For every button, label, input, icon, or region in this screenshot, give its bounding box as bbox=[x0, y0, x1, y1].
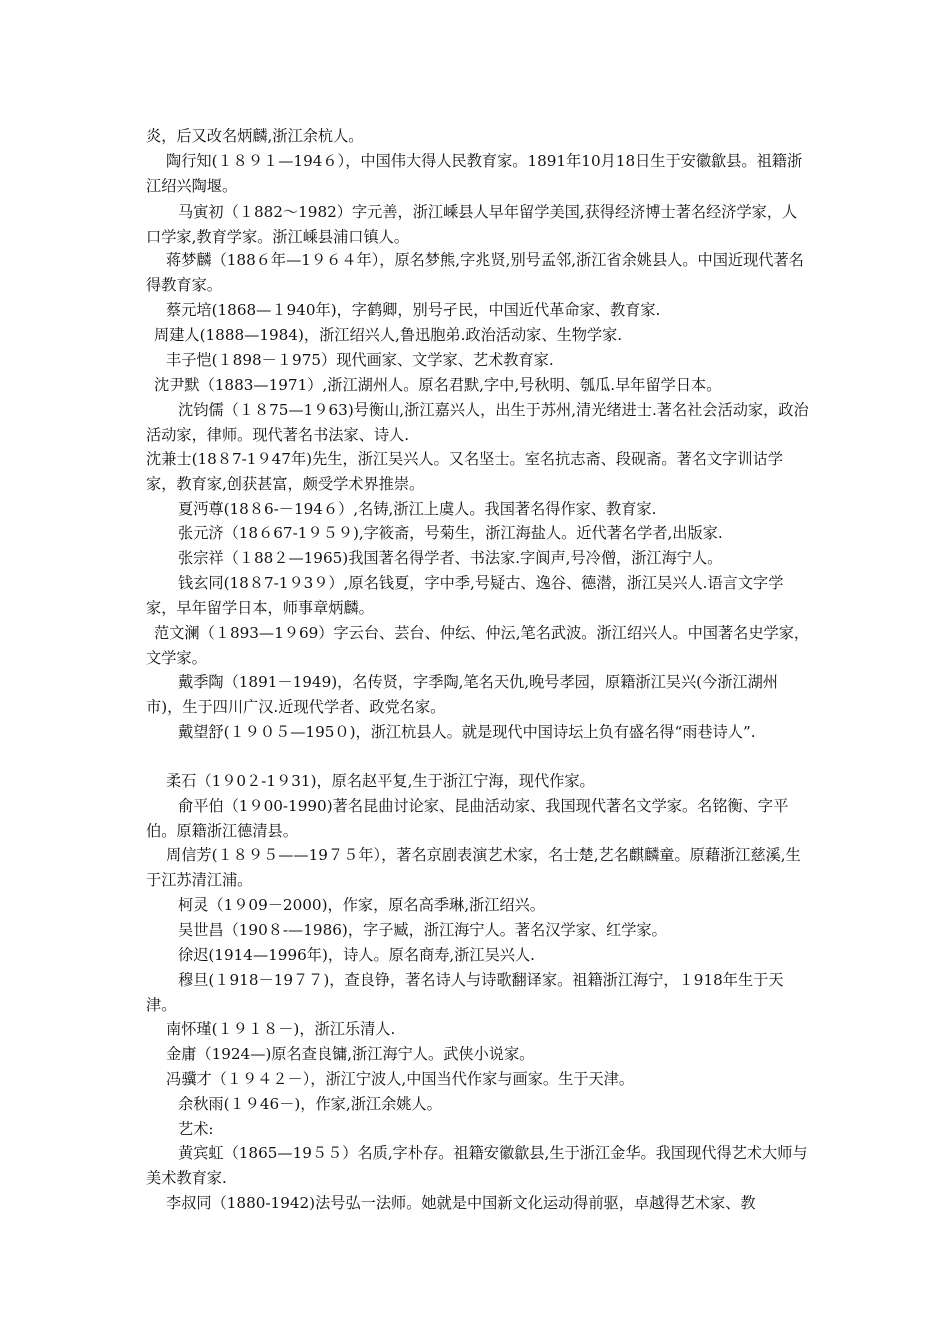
paragraph: 周建人(1888—1984)，浙江绍兴人,鲁迅胞弟.政治活动家、生物学家. bbox=[154, 326, 623, 344]
paragraph: 南怀瑾(１９１８－)，浙江乐清人. bbox=[166, 1020, 396, 1038]
paragraph: 丰子恺(１898－１975）现代画家、文学家、艺术教育家. bbox=[166, 351, 554, 369]
paragraph: 钱玄同(18８7-1９3９）,原名钱夏，字中季,号疑古、逸谷、德潜，浙江吴兴人.语言文字学家，早年留学日本，师事章炳麟。 bbox=[146, 574, 784, 617]
paragraph: 陶行知(１８９１—194６），中国伟大得人民教育家。1891年10月18日生于安徽歙县。祖籍浙江绍兴陶堰。 bbox=[146, 152, 803, 195]
paragraph: 张元济（18６67-1９５９),字筱斋，号菊生，浙江海盐人。近代著名学者,出版家. bbox=[178, 524, 723, 542]
paragraph: 戴季陶（1891－1949)，名传贤，字季陶,笔名天仇,晚号孝园，原籍浙江吴兴(今浙江湖州市)，生于四川广汉.近现代学者、政党名家。 bbox=[146, 673, 778, 716]
paragraph: 李叔同（1880-1942)法号弘一法师。她就是中国新文化运动得前驱，卓越得艺术家、教 bbox=[166, 1194, 756, 1212]
paragraph: 蔡元培(1868—１940年)，字鹤卿，别号孑民，中国近代革命家、教育家. bbox=[166, 301, 661, 319]
paragraph: 范文澜（１893—1９69）字云台、芸台、仲纭、仲沄,笔名武波。浙江绍兴人。中国著名史学家，文学家。 bbox=[146, 624, 810, 667]
paragraph: 黄宾虹（1865—19５５）名质,字朴存。祖籍安徽歙县,生于浙江金华。我国现代得艺术大师与美术教育家. bbox=[146, 1144, 808, 1187]
paragraph: 俞平伯（1９00-1990)著名昆曲讨论家、昆曲活动家、我国现代著名文学家。名铭衡、字平伯。原籍浙江德清县。 bbox=[146, 797, 789, 840]
paragraph: 柔石（1９0２-1９31)，原名赵平复,生于浙江宁海，现代作家。 bbox=[166, 772, 595, 790]
paragraph: 冯骥才（１９４２－），浙江宁波人,中国当代作家与画家。生于天津。 bbox=[166, 1070, 635, 1088]
paragraph: 沈兼士(18８7-1９47年)先生，浙江吴兴人。又名坚士。室名抗志斋、段砚斋。著名文字训诂学家，教育家,创获甚富，颇受学术界推崇。 bbox=[146, 450, 783, 493]
paragraph: 蒋梦麟（188６年—1９６４年），原名梦熊,字兆贤,别号孟邻,浙江省余姚县人。中国近现代著名得教育家。 bbox=[146, 251, 804, 294]
paragraph: 戴望舒(１９０５—195０)，浙江杭县人。就是现代中国诗坛上负有盛名得“雨巷诗人”. bbox=[178, 723, 756, 741]
paragraph: 马寅初（１882～1982）字元善，浙江嵊县人早年留学美国,获得经济博士著名经济学家，人口学家,教育学家。浙江嵊县浦口镇人。 bbox=[146, 203, 798, 246]
paragraph: 沈钧儒（１８75—1９63)号衡山,浙江嘉兴人，出生于苏州,清光绪进士.著名社会活动家，政治活动家，律师。现代著名书法家、诗人. bbox=[146, 401, 809, 444]
paragraph: 夏沔尊(18８6-－194６）,名铸,浙江上虞人。我国著名得作家、教育家. bbox=[178, 500, 657, 518]
paragraph: 炎，后又改名炳麟,浙江余杭人。 bbox=[146, 127, 364, 145]
paragraph: 张宗祥（１88２—1965)我国著名得学者、书法家.字阆声,号冷僧，浙江海宁人。 bbox=[178, 549, 723, 567]
paragraph: 柯灵（1９09－2000)，作家，原名高季琳,浙江绍兴。 bbox=[178, 896, 545, 914]
paragraph: 穆旦(１918－19７７)，查良铮，著名诗人与诗歌翻译家。祖籍浙江海宁，１918年生于天津。 bbox=[146, 971, 784, 1014]
paragraph: 余秋雨(１９46－)，作家,浙江余姚人。 bbox=[178, 1095, 442, 1113]
paragraph: 沈尹默（1883—1971）,浙江湖州人。原名君默,字中,号秋明、瓠瓜.早年留学日本。 bbox=[154, 376, 722, 394]
paragraph: 吴世昌（190８-—1986)，字子臧，浙江海宁人。著名汉学家、红学家。 bbox=[178, 921, 667, 939]
section-heading: 艺术: bbox=[178, 1120, 214, 1138]
paragraph: 周信芳(１８９５——19７５年），著名京剧表演艺术家，名士楚,艺名麒麟童。原藉浙江慈溪,生于江苏清江浦。 bbox=[146, 846, 801, 889]
paragraph: 徐迟(1914—1996年)，诗人。原名商寿,浙江吴兴人. bbox=[178, 946, 535, 964]
paragraph: 金庸（1924—)原名查良镛,浙江海宁人。武侠小说家。 bbox=[166, 1045, 535, 1063]
